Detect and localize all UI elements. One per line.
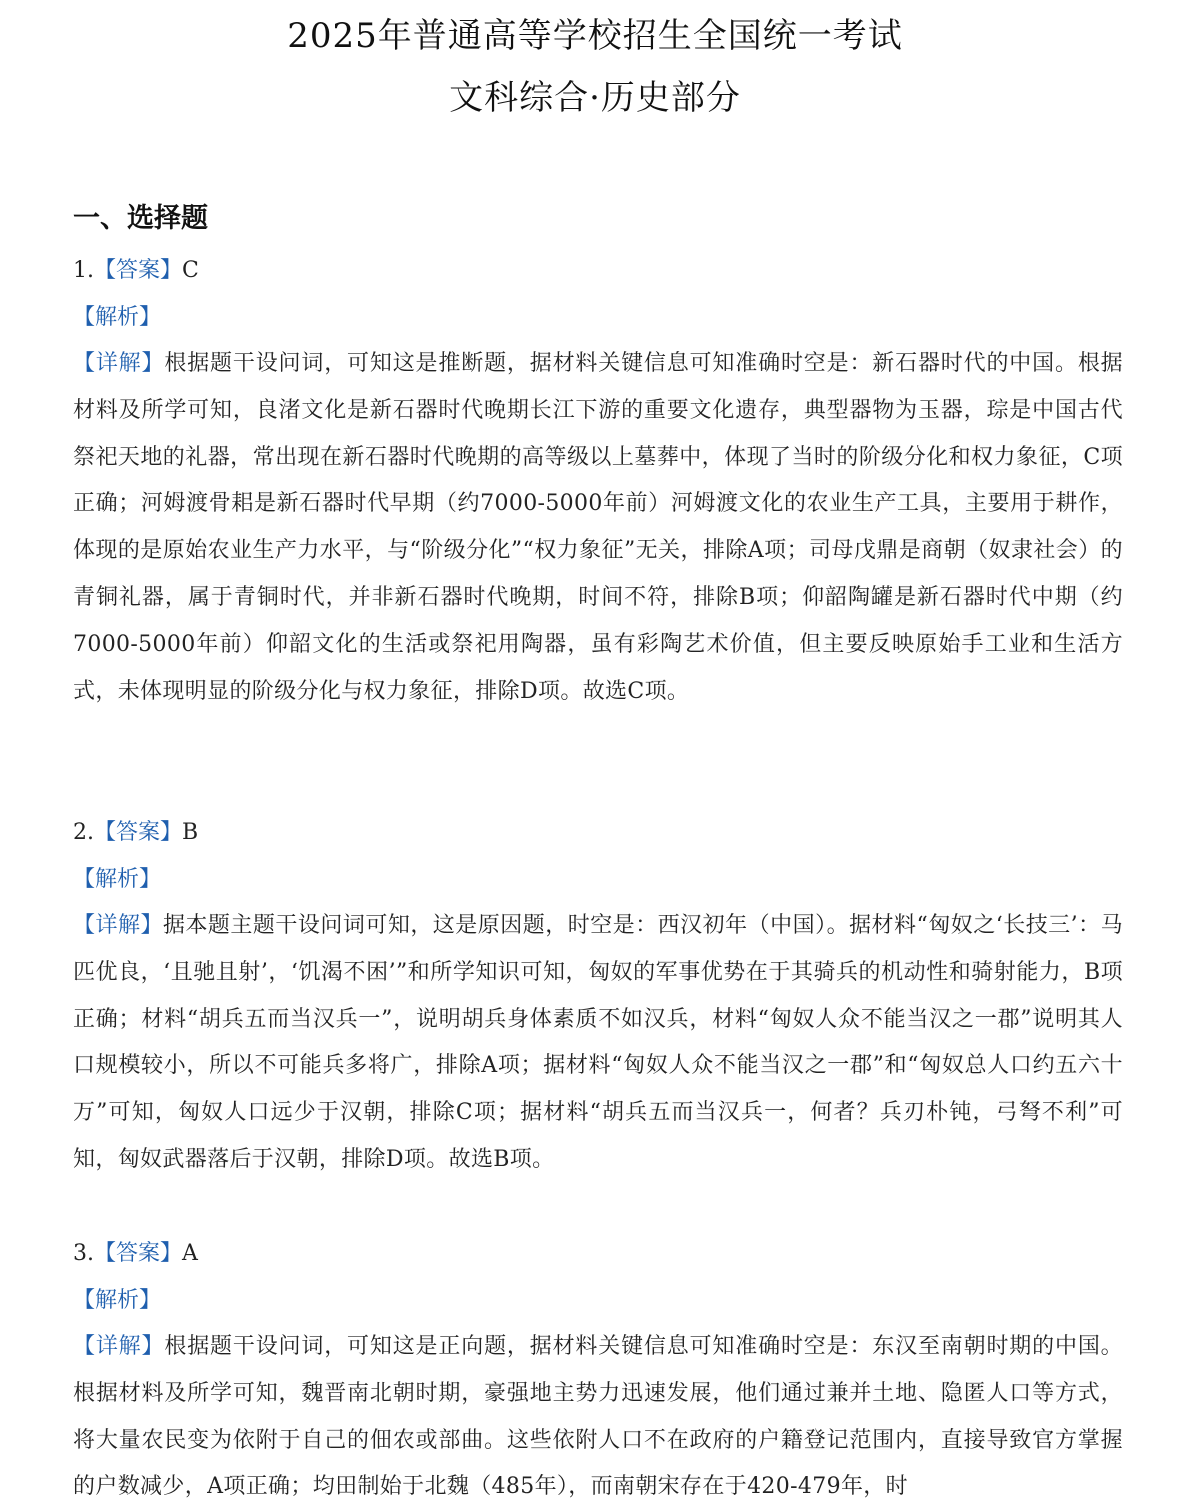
detail-tag: 【详解】 [73,1334,165,1359]
answer-value: B [182,820,199,845]
page-title: 2025年普通高等学校招生全国统一考试 [287,16,903,56]
answer-line [73,247,1123,294]
detail-tag: 【详解】 [73,351,165,376]
answer-value: A [182,1241,198,1266]
answer-line [73,809,1123,856]
detail-paragraph [73,341,1123,715]
detail-text: 根据题干设问词，可知这是推断题，据材料关键信息可知准确时空是：新石器时代的中国。根据材料及所学可知，良渚文化是新石器时代晚期长江下游的重要文化遗存，典型器物为玉器，琮是中国古代祭祀天地的礼器，常出现在新石器时代晚期的高等级以上墓葬中，体现了当时的阶级分化和权力象征，C项正确；河姆渡骨耜是新石器时代早期（约7000-5000年前）河姆渡文化的农业生产工具，主要用于耕作，体现的是原始农业生产力水平，与“阶级分化”“权力象征”无关，排除A项；司母戊鼎是商朝（奴隶社会）的青铜礼器，属于青铜时代，并非新石器时代晚期，时间不符，排除B项；仰韶陶罐是新石器时代中期（约7000-5000年前）仰韶文化的生活或祭祀用陶器，虽有彩陶艺术价值，但主要反映原始手工业和生活方式，未体现明显的阶级分化与权力象征，排除D项。故选C项。 [73,351,1124,704]
detail-text: 据本题主题干设问词可知，这是原因题，时空是：西汉初年（中国）。据材料“匈奴之‘长技三’：马匹优良，‘且驰且射’，‘饥渴不困’”和所学知识可知，匈奴的军事优势在于其骑兵的机动性和骑射能力，B项正确；材料“胡兵五而当汉兵一”，说明胡兵身体素质不如汉兵，材料“匈奴人众不能当汉之一郡”说明其人口规模较小，所以不可能兵多将广，排除A项；据材料“匈奴人众不能当汉之一郡”和“匈奴总人口约五六十万”可知，匈奴人口远少于汉朝，排除C项；据材料“胡兵五而当汉兵一，何者？兵刃朴钝，弓弩不利”可知，匈奴武器落后于汉朝，排除D项。故选B项。 [73,913,1123,1172]
question-2 [73,809,1123,1184]
analysis-tag: 【解析】 [73,1288,162,1313]
question-1 [73,247,1123,715]
detail-text: 根据题干设问词，可知这是正向题，据材料关键信息可知准确时空是：东汉至南朝时期的中国。根据材料及所学可知，魏晋南北朝时期，豪强地主势力迅速发展，他们通过兼并土地、隐匿人口等方式，将大量农民变为依附于自己的佃农或部曲。这些依附人口不在政府的户籍登记范围内，直接导致官方掌握的户数减少，A项正确；均田制始于北魏（485年），而南朝宋存在于420-479年，时 [73,1334,1124,1500]
answer-value: C [182,258,199,283]
question-number: 3. [73,1241,94,1266]
analysis-tag: 【解析】 [73,305,162,330]
page-subtitle: 文科综合·历史部分 [449,78,741,118]
section-heading: 一、选择题 [73,203,208,234]
question-number: 2. [73,820,94,845]
question-number: 1. [73,258,94,283]
analysis-tag: 【解析】 [73,867,162,892]
detail-paragraph [73,903,1123,1184]
answer-line [73,1230,1123,1277]
detail-tag: 【详解】 [73,913,163,938]
detail-paragraph [73,1324,1123,1511]
question-3 [73,1230,1123,1511]
answer-tag: 【答案】 [94,820,183,845]
answer-tag: 【答案】 [94,1241,183,1266]
answer-tag: 【答案】 [94,258,183,283]
